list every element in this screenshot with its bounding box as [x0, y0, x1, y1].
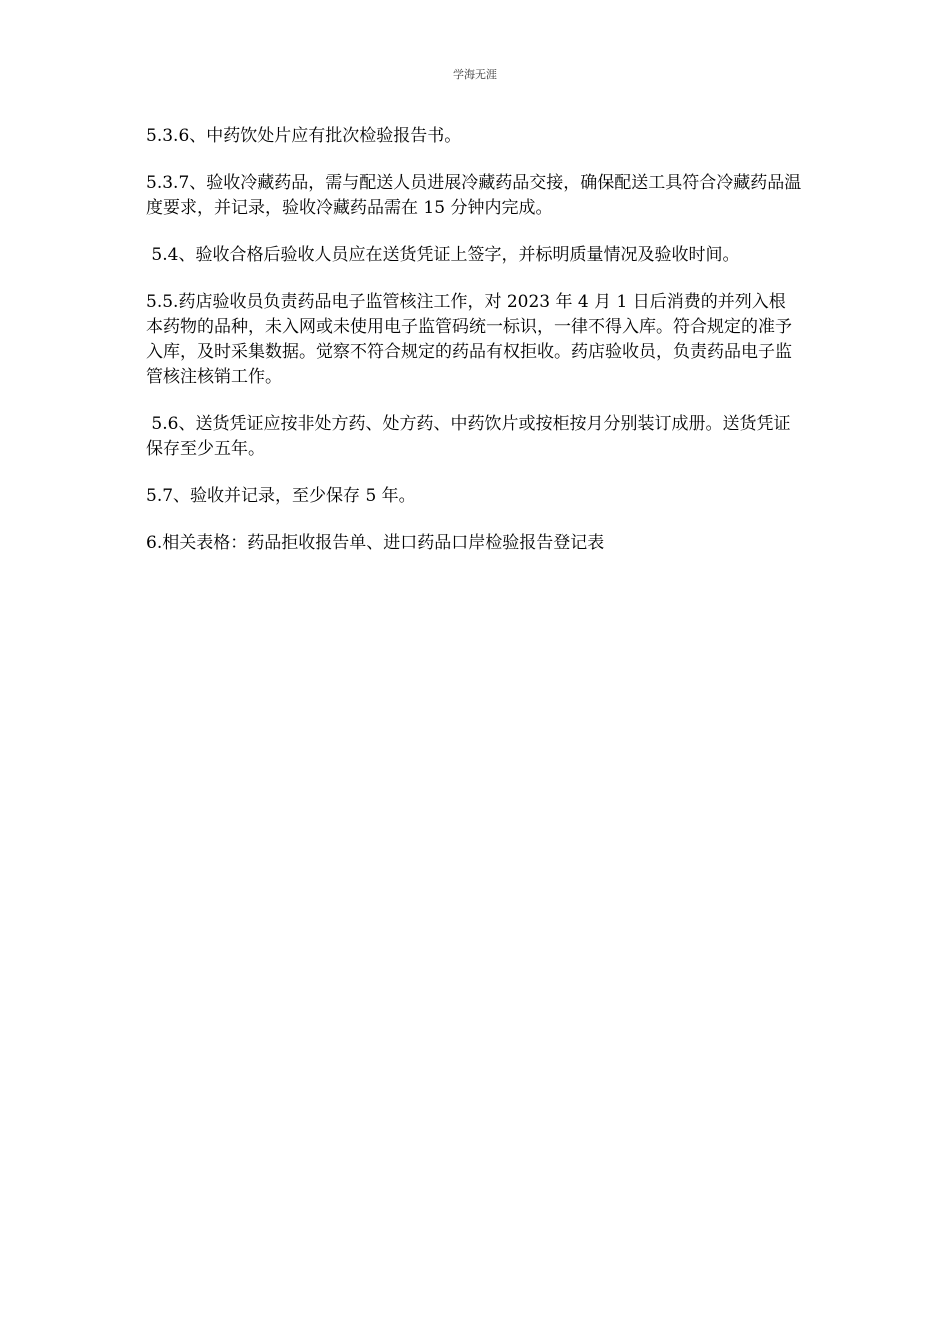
document-body: [146, 124, 802, 578]
paragraph-5-5: 5.5.药店验收员负责药品电子监管核注工作，对 2023 年 4 月 1 日后消费的并列入根本药物的品种，未入网或未使用电子监管码统一标识，一律不得入库。符合规定的准予入库，及时采集数据。觉察不符合规定的药品有权拒收。药店验收员，负责药品电子监管核注核销工作。: [146, 292, 792, 387]
paragraph-5-7: 5.7、验收并记录，至少保存 5 年。: [146, 486, 416, 506]
page-header: 学海无涯: [453, 68, 497, 81]
paragraph-5-6: 5.6、送货凭证应按非处方药、处方药、中药饮片或按柜按月分别装订成册。送货凭证保存至少五年。: [146, 414, 791, 459]
paragraph-5-3-7: 5.3.7、验收冷藏药品，需与配送人员进展冷藏药品交接，确保配送工具符合冷藏药品温度要求，并记录，验收冷藏药品需在 15 分钟内完成。: [146, 173, 802, 218]
paragraph-6: 6.相关表格：药品拒收报告单、进口药品口岸检验报告登记表: [146, 533, 605, 553]
paragraph-5-4: 5.4、验收合格后验收人员应在送货凭证上签字，并标明质量情况及验收时间。: [146, 245, 740, 265]
paragraph-5-3-6: 5.3.6、中药饮处片应有批次检验报告书。: [146, 126, 462, 146]
